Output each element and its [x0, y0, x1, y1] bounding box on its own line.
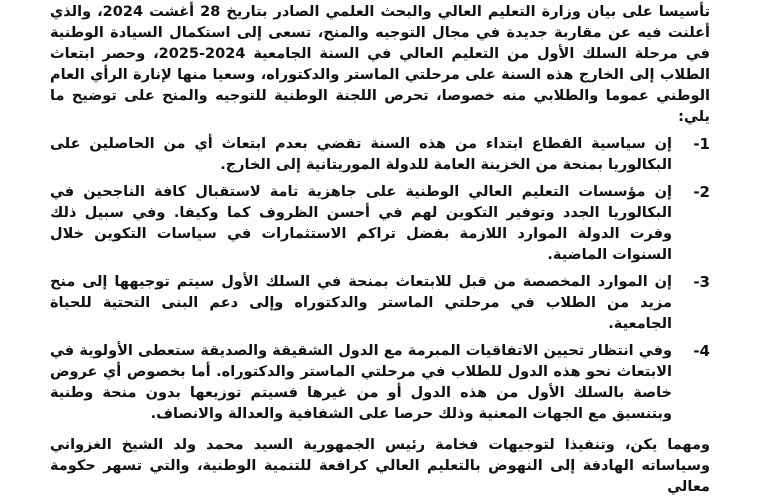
item-text: وفي انتظار تحيين الاتفاقيات المبرمة مع الدول الشقيقة والصديقة ستعطى الأولوية في الابتعاث نحو هذه الدول للطلاب في مرحلتي الماستر والدكتوراه. أما بخصوص أي عروض خاصة بالسلك الأول من هذه الدول أو من غيرها فسيتم توزيعها بدون منحة وطنية وبتنسيق مع الجهات المعنية وذلك حرصا على الشفافية والعدالة والانصاف.	[50, 343, 672, 422]
closing-paragraph: ومهما يكن، وتنفيذا لتوجيهات فخامة رئيس الجمهورية السيد محمد ولد الشيخ الغزواني وسياساته الهادفة إلى النهوض بالتعليم العالي كرافعة للتنمية الوطنية، والتي تسهر حكومة معالي	[50, 437, 710, 495]
item-text: إن الموارد المخصصة من قبل للابتعاث بمنحة في السلك الأول سيتم توجيهها إلى منح مزيد من الطلاب في مرحلتي الماستر والدكتوراه وإلى دعم البنى التحتية للحياة الجامعية.	[50, 274, 672, 332]
item-text: إن مؤسسات التعليم العالي الوطنية على جاهزية تامة لاستقبال كافة الناجحين في البكالوريا الجدد وتوفير التكوين لهم في أحسن الظروف كما وكيفا. وفي سبيل ذلك وفرت الدولة الموارد اللازمة بفضل تراكم الاستثمارات في سياسات التكوين خلال السنوات الماضية.	[50, 184, 672, 263]
list-item	[50, 182, 710, 266]
item-number: -1	[693, 135, 710, 153]
list-item	[50, 134, 710, 176]
item-number: -2	[693, 183, 710, 201]
list-item	[50, 272, 710, 335]
intro-paragraph: تأسيسا على بيان وزارة التعليم العالي والبحث العلمي الصادر بتاريخ 28 أغشت 2024، والذي أعلنت فيه عن مقاربة جديدة في مجال التوجيه والمنح، تسعى إلى استكمال السيادة الوطنية في مرحلة السلك الأول من التعليم العالي في السنة الجامعية 2024-2025، وحصر ابتعاث الطلاب إلى الخارج هذه السنة على مرحلتي الماستر والدكتوراه، وسعيا منها لإنارة الرأي العام الوطني عموما والطلابي منه خصوصا، تحرص اللجنة الوطنية للتوجيه والمنح على توضيح ما يلي:	[50, 4, 711, 125]
numbered-list	[50, 134, 710, 425]
item-number: -4	[693, 342, 710, 360]
item-number: -3	[693, 273, 710, 291]
item-text: إن سياسية القطاع ابتداء من هذه السنة تقضي بعدم ابتعاث أي من الحاصلين على البكالوريا بمنحة من الخزينة العامة للدولة الموريتانية إلى الخارج.	[50, 136, 672, 173]
list-item	[50, 341, 710, 425]
